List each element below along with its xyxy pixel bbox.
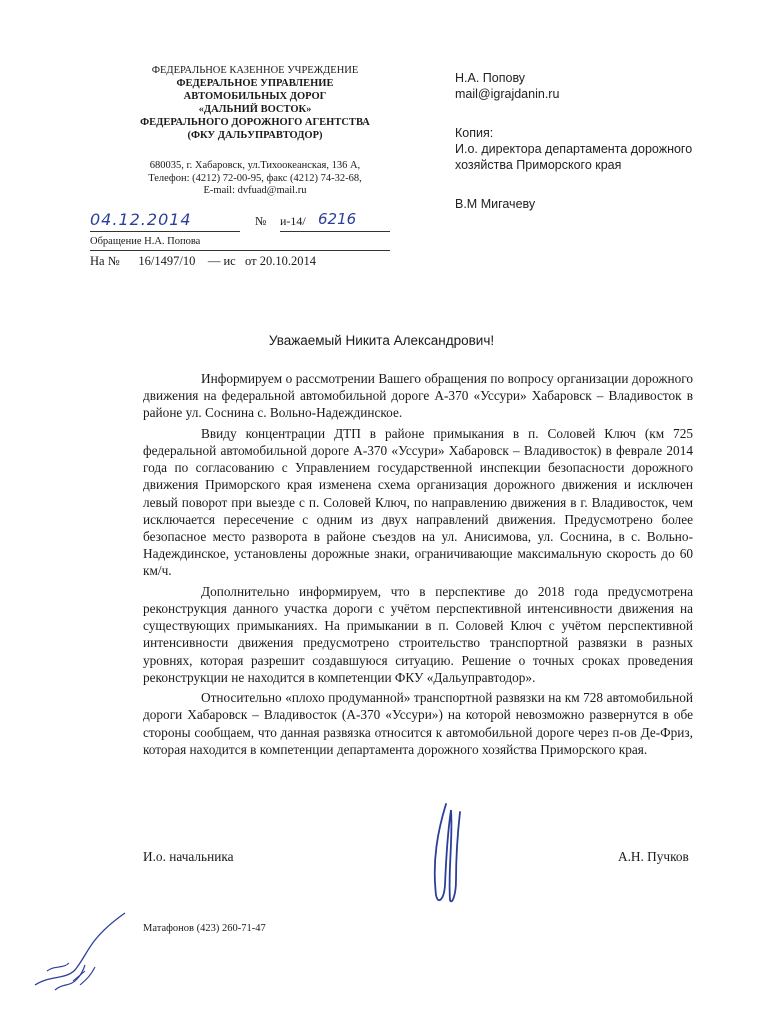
letter-body: [143, 370, 693, 761]
number-underline: [280, 231, 390, 232]
org-line: (ФКУ ДАЛЬУПРАВТОДОР): [187, 130, 323, 141]
org-line: АВТОМОБИЛЬНЫХ ДОРОГ: [183, 91, 327, 102]
org-line: ФЕДЕРАЛЬНОЕ КАЗЕННОЕ УЧРЕЖДЕНИЕ: [151, 65, 359, 76]
greeting: Уважаемый Никита Александрович!: [268, 333, 495, 348]
contact-line: Матафонов (423) 260-71-47: [143, 923, 266, 934]
org-line: ФЕДЕРАЛЬНОЕ УПРАВЛЕНИЕ: [176, 78, 334, 89]
paragraph: Ввиду концентрации ДТП в районе примыкания в п. Соловей Ключ (км 725 федеральной автомобильной дороге А-370 «Уссури» Хабаровск – Владивосток) в феврале 2014 года по согласованию с Управлением государственной инспекции безопасности дорожного движения Приморского края изменена схема организация дорожного движения и исключен левый поворот при выезде с п. Соловей Ключ, по направлению движения в г. Владивосток, чем исключается пересечение с одним из двух направлений движения. Предусмотрено более безопасное место разворота в районе съездов на ул. Анисимова, ул. Соснина, в с. Вольно-Надеждинское, установлены дорожные знаки, ограничивающие максимальную скорость до 60 км/ч.: [143, 425, 693, 579]
paragraph: Информируем о рассмотрении Вашего обращения по вопросу организации дорожного движения на федеральной автомобильной дороге А-370 «Уссури» Хабаровск – Владивосток в районе ул. Соснина с. Вольно-Надеждинское.: [143, 371, 693, 421]
recipient-email: mail@igrajdanin.ru: [455, 87, 560, 101]
handwritten-number: 6216: [318, 210, 357, 228]
address-line: E-mail: dvfuad@mail.ru: [203, 185, 307, 196]
signatory-name: А.Н. Пучков: [618, 849, 689, 864]
address-line: Телефон: (4212) 72-00-95, факс (4212) 74-32-68,: [148, 172, 362, 184]
recipient-block: [455, 70, 692, 212]
sender-organization: [120, 64, 390, 142]
appeal-underline: [90, 250, 390, 251]
reference-line: На № 16/1497/10 — ис от 20.10.2014: [90, 254, 316, 268]
recipient-name: Н.А. Попову: [455, 71, 526, 85]
copy-line: хозяйства Приморского края: [455, 158, 622, 172]
appeal-note: Обращение Н.А. Попова: [90, 236, 201, 247]
signatory-title: И.о. начальника: [143, 849, 234, 864]
number-label: №: [255, 214, 267, 228]
paragraph: Относительно «плохо продуманной» транспортной развязки на км 728 автомобильной дороги Хабаровск – Владивосток (А-370 «Уссури») на которой невозможно развернутся в обе стороны сообщаем, что данная развязка относится к автомобильной дороге через п-ов Де-Фриз, которая находится в компетенции департамента дорожного хозяйства Приморского края.: [143, 690, 693, 757]
number-prefix: и-14/: [280, 214, 306, 228]
sender-address: [120, 160, 390, 198]
copy-name: В.М Мигачеву: [455, 197, 536, 211]
handwritten-signature: [418, 800, 488, 915]
handwritten-initials: [25, 905, 135, 1005]
org-line: «ДАЛЬНИЙ ВОСТОК»: [198, 104, 312, 115]
date-underline: [90, 231, 240, 232]
paragraph: Дополнительно информируем, что в перспективе до 2018 года предусмотрена реконструкция данного участка дороги с учётом перспективной интенсивности движения на существующих примыканиях. На примыкании в п. Соловей Ключ с учётом перспективной интенсивности движения предусмотрено строительство транспортной развязки в разных уровнях, которая разрешит создавшуюся ситуацию. Решение о точных сроках проведения реконструкции не находится в компетенции ФКУ «Дальуправтодор».: [143, 583, 693, 685]
copy-line: И.о. директора департамента дорожного: [455, 142, 693, 156]
handwritten-date: 04.12.2014: [90, 210, 192, 229]
address-line: 680035, г. Хабаровск, ул.Тихоокеанская, 136 А,: [149, 160, 361, 171]
copy-label: Копия:: [455, 126, 494, 140]
org-line: ФЕДЕРАЛЬНОГО ДОРОЖНОГО АГЕНТСТВА: [140, 117, 370, 128]
